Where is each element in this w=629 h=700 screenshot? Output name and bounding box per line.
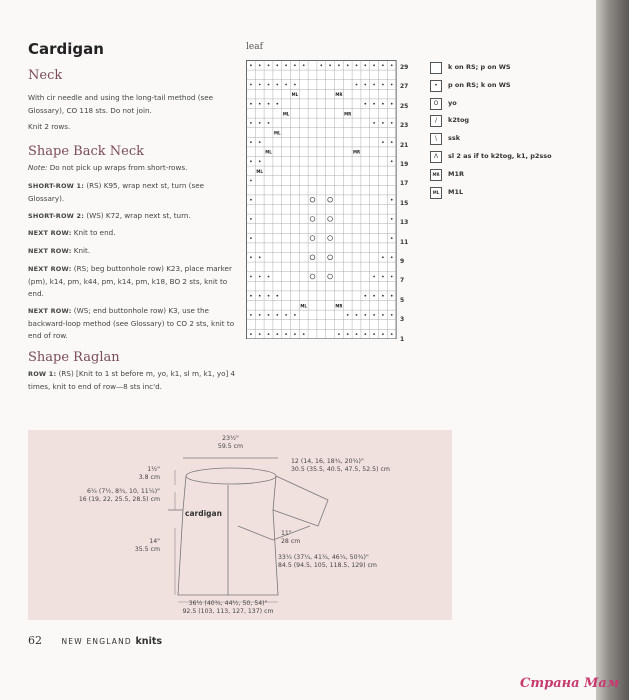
purl-dot [294,64,296,66]
body-length: 14" [149,538,160,545]
chart-row-number: 5 [400,296,405,304]
purl-dot [373,314,375,316]
next-row-2-text: Knit. [71,246,91,255]
chart-row-number: 1 [400,335,405,343]
body-length-dim [132,538,160,553]
chart-row-number: 7 [400,277,405,285]
neck-heading: Neck [28,68,63,83]
raglan-heading: Shape Raglan [28,350,120,365]
chart-title: leaf [246,42,263,52]
next-row-4-label: NEXT ROW: [28,307,72,315]
purl-dot [391,256,393,258]
legend-symbol: O [430,98,442,110]
purl-dot [250,333,252,335]
top-width: 23½" [222,435,239,442]
m1l-symbol: ML [300,303,307,309]
purl-dot [285,314,287,316]
short-row-1-text: (RS) K95, wrap next st, turn (see Glossary). [28,181,205,203]
garment-label: cardigan [185,509,222,518]
body-length-cm: 35.5 cm [134,545,160,553]
purl-dot [391,103,393,105]
purl-dot [373,295,375,297]
purl-dot [268,295,270,297]
chart-row-number: 13 [400,219,409,227]
purl-dot [391,237,393,239]
purl-dot [259,160,261,162]
m1l-symbol: ML [282,111,290,117]
purl-dot [391,84,393,86]
purl-dot [250,103,252,105]
raglan-row-1-text: (RS) [Knit to 1 st before m, yo, k1, sl m, k1, yo] 4 times, knit to end of row—8 sts inc'd. [28,369,236,391]
purl-dot [373,276,375,278]
purl-dot [250,199,252,201]
cuff-cm: 28 cm [281,537,301,545]
purl-dot [391,295,393,297]
legend-symbol: • [430,80,442,92]
purl-dot [364,64,366,66]
purl-dot [356,84,358,86]
back-neck-heading: Shape Back Neck [28,144,144,159]
purl-dot [356,333,358,335]
chart-row-number: 23 [400,122,409,130]
purl-dot [250,64,252,66]
purl-dot [268,276,270,278]
m1l-symbol: ML [256,168,263,174]
purl-dot [364,84,366,86]
cuff: 11" [281,530,292,537]
m1l-symbol: ML [265,149,272,155]
purl-dot [259,122,261,124]
chart-row-number: 25 [400,102,409,110]
purl-dot [250,141,252,143]
upper-arm: 33¼ (37¼, 41¼, 46¼, 50¾)" [278,554,369,561]
upper-arm-dim [278,554,377,569]
chart-row-number: 19 [400,161,409,168]
purl-dot [250,314,252,316]
page-footer [28,634,162,647]
purl-dot [364,314,366,316]
purl-dot [391,333,393,335]
purl-dot [391,199,393,201]
purl-dot [259,84,261,86]
hem-width-cm: 92.5 (103, 113, 127, 137) cm [182,607,274,615]
purl-dot [294,84,296,86]
purl-dot [259,64,261,66]
purl-dot [250,84,252,86]
purl-dot [382,122,384,124]
purl-dot [250,237,252,239]
raglan-row-1-label: ROW 1: [28,370,57,378]
next-row-4-text: (WS; end buttonhole row) K3, use the backward-loop method (see Glossary) to CO 2 sts, knit to end of row. [28,306,235,340]
purl-dot [285,333,287,335]
legend-label: yo [448,98,457,107]
purl-dot [364,103,366,105]
m1r-symbol: MR [335,303,343,309]
purl-dot [347,314,349,316]
note-label: Note: [28,163,48,172]
legend-label: sl 2 as if to k2tog, k1, p2sso [448,152,552,160]
purl-dot [268,84,270,86]
hem-dim [178,600,278,615]
purl-dot [294,314,296,316]
purl-dot [268,314,270,316]
neck-depth: 1½" [147,466,160,473]
top-width-dim [208,435,253,450]
purl-dot [259,103,261,105]
purl-dot [391,122,393,124]
purl-dot [382,314,384,316]
chart-row-number: 3 [400,316,405,324]
purl-dot [303,64,305,66]
top-width-cm: 59.5 cm [217,442,244,450]
note-text: Do not pick up wraps from short-rows. [47,163,188,172]
purl-dot [268,333,270,335]
legend-label: M1R [448,169,464,178]
short-row-2-text: (WS) K72, wrap next st, turn. [84,211,191,220]
purl-dot [250,218,252,220]
purl-dot [391,160,393,162]
purl-dot [268,103,270,105]
m1r-symbol: MR [352,149,361,155]
purl-dot [364,295,366,297]
legend-symbol: \ [430,133,442,145]
next-row-2-label: NEXT ROW: [28,247,72,255]
next-row-1 [28,227,240,240]
next-row-3 [28,263,240,301]
short-row-1-label: SHORT-ROW 1: [28,182,85,190]
yoke-depth: 6¼ (7½, 8¾, 10, 11¼)" [87,488,160,495]
book-title [62,637,163,646]
purl-dot [329,64,331,66]
purl-dot [338,64,340,66]
cuff-dim [281,530,300,545]
purl-dot [285,84,287,86]
legend-symbol: MR [430,169,442,181]
chart-row-number: 11 [400,238,409,246]
m1r-symbol: MR [335,92,343,98]
legend-symbol [430,62,442,74]
note-paragraph [28,162,240,175]
next-row-2 [28,245,240,258]
purl-dot [250,295,252,297]
leaf-chart [246,60,397,339]
purl-dot [364,333,366,335]
purl-dot [276,295,278,297]
purl-dot [320,64,322,66]
purl-dot [276,64,278,66]
purl-dot [382,64,384,66]
legend-label: ssk [448,134,461,143]
next-row-4 [28,305,240,343]
purl-dot [250,160,252,162]
purl-dot [347,64,349,66]
purl-dot [276,84,278,86]
chart-row-number: 9 [400,258,405,265]
schematic-panel [28,430,452,620]
purl-dot [250,180,252,182]
m1r-symbol: MR [344,111,352,117]
sleeve-length-cm: 30.5 (35.5, 40.5, 47.5, 52.5) cm [291,465,390,473]
book-title-main: NEW ENGLAND [61,637,132,646]
purl-dot [303,333,305,335]
yoke-dim [46,488,160,503]
legend-symbol: Λ [430,151,442,163]
purl-dot [373,333,375,335]
neck-paragraph-2: Knit 2 rows. [28,122,71,131]
page-gutter-shadow [596,0,629,700]
legend-label: M1L [448,187,464,196]
purl-dot [382,256,384,258]
sleeve-length: 12 (14, 16, 18¾, 20¾)" [291,458,364,465]
purl-dot [285,64,287,66]
legend-symbol: ML [430,187,442,199]
purl-dot [259,256,261,258]
purl-dot [250,122,252,124]
chart-row-number: 29 [400,64,409,71]
next-row-3-label: NEXT ROW: [28,265,72,273]
purl-dot [382,103,384,105]
legend-symbol: / [430,115,442,127]
legend-label: k2tog [448,116,470,125]
purl-dot [373,84,375,86]
legend-label: k on RS; p on WS [448,63,511,71]
chart-grid-background [247,61,397,339]
purl-dot [276,314,278,316]
purl-dot [294,333,296,335]
purl-dot [338,333,340,335]
purl-dot [268,122,270,124]
purl-dot [373,103,375,105]
upper-arm-cm: 84.5 (94.5, 105, 118.5, 129) cm [278,561,377,569]
purl-dot [391,276,393,278]
purl-dot [276,333,278,335]
purl-dot [268,64,270,66]
purl-dot [250,256,252,258]
neck-paragraph: With cir needle and using the long-tail method (see Glossary), CO 118 sts. Do not join. [28,93,214,115]
next-row-1-label: NEXT ROW: [28,229,72,237]
purl-dot [382,84,384,86]
page-title: Cardigan [28,40,104,58]
page-number: 62 [28,634,42,647]
purl-dot [347,333,349,335]
purl-dot [382,276,384,278]
purl-dot [259,141,261,143]
sleeve-length-dim [291,458,390,473]
m1l-symbol: ML [274,130,281,136]
short-row-1 [28,180,240,205]
chart-row-number: 15 [400,199,409,207]
neck-depth-cm: 3.8 cm [138,473,160,481]
purl-dot [373,64,375,66]
purl-dot [391,141,393,143]
purl-dot [259,314,261,316]
chart-row-number: 27 [400,83,409,91]
yoke-depth-cm: 16 (19, 22, 25.5, 28.5) cm [78,495,160,503]
purl-dot [259,295,261,297]
purl-dot [382,333,384,335]
purl-dot [391,64,393,66]
book-title-bold: knits [135,636,163,647]
next-row-1-text: Knit to end. [71,228,116,237]
hem-width: 36½ (40¾, 44½, 50, 54)" [188,600,268,607]
purl-dot [391,314,393,316]
next-row-3-text: (RS; beg buttonhole row) K23, place marker (pm), k14, pm, k44, pm, k14, pm, k18, BO 2 sts, knit to end. [28,264,232,298]
legend-label: p on RS; k on WS [448,80,511,89]
purl-dot [259,276,261,278]
purl-dot [276,103,278,105]
neck-depth-dim [138,466,160,481]
chart-row-number: 17 [400,180,409,188]
purl-dot [373,122,375,124]
purl-dot [259,333,261,335]
raglan-row-1 [28,368,240,393]
purl-dot [391,218,393,220]
m1l-symbol: ML [291,92,299,98]
purl-dot [382,141,384,143]
short-row-2-label: SHORT-ROW 2: [28,212,85,220]
watermark: Страна Мам [520,676,620,691]
purl-dot [382,295,384,297]
short-row-2 [28,210,240,223]
chart-row-number: 21 [400,141,409,149]
purl-dot [356,314,358,316]
purl-dot [250,276,252,278]
purl-dot [356,64,358,66]
